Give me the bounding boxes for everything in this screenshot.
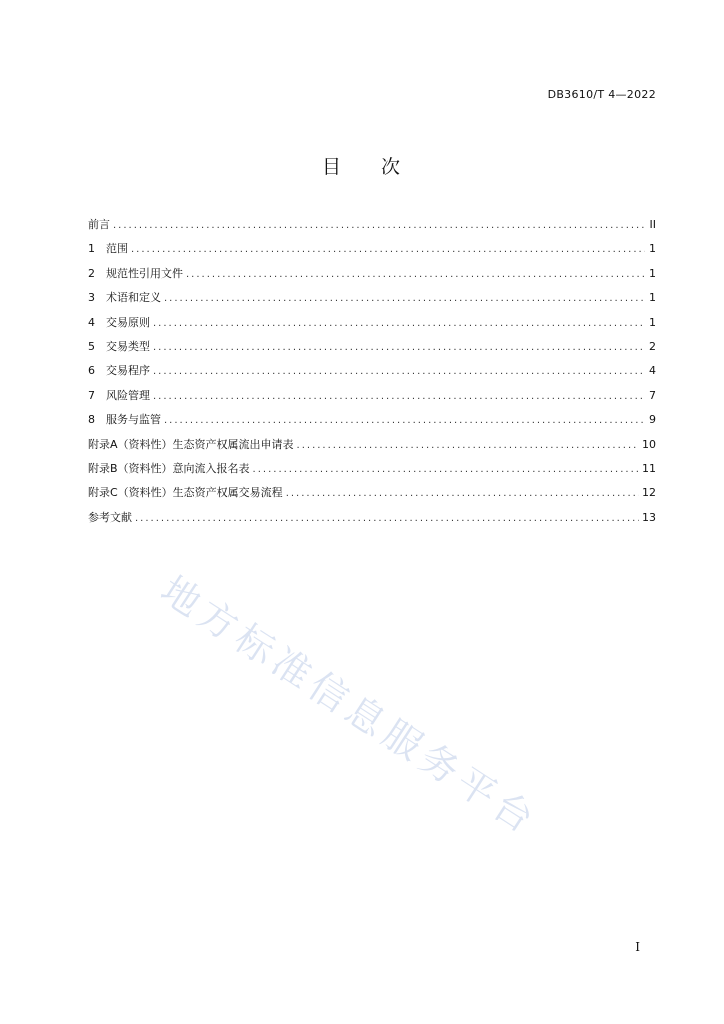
toc-entry-number: 7 [88, 388, 95, 402]
toc-entry-label: 风险管理 [106, 388, 150, 402]
toc-entry-label: 参考文献 [88, 510, 132, 524]
toc-entry-label: 术语和定义 [106, 291, 161, 305]
toc-entry-number: 5 [88, 339, 95, 353]
watermark: 地方标准信息服务平台 [153, 567, 547, 845]
toc-leader-dots [164, 415, 645, 426]
toc-entry-appendix-b[interactable] [88, 460, 656, 484]
toc-leader-dots [153, 318, 645, 329]
toc-entry-risk-management[interactable] [88, 387, 656, 411]
toc-entry-page: 13 [642, 510, 656, 524]
toc-leader-dots [297, 440, 639, 451]
toc-entry-label: 交易类型 [106, 339, 150, 353]
toc-entry-page: 1 [649, 266, 656, 280]
toc-entry-page: 7 [649, 388, 656, 402]
toc-entry-scope[interactable] [88, 240, 656, 264]
toc-entry-terms-definitions[interactable] [88, 289, 656, 313]
toc-entry-number: 3 [88, 291, 95, 305]
toc-entry-trading-types[interactable] [88, 338, 656, 362]
toc-leader-dots [286, 488, 639, 499]
table-of-contents [88, 216, 656, 533]
page-number: I [635, 940, 640, 954]
toc-entry-number: 6 [88, 364, 95, 378]
toc-title [0, 152, 724, 179]
toc-entry-number: 8 [88, 413, 95, 427]
toc-entry-number: 4 [88, 315, 95, 329]
toc-entry-normative-references[interactable] [88, 265, 656, 289]
toc-entry-trading-procedure[interactable] [88, 362, 656, 386]
toc-entry-page: 10 [642, 437, 656, 451]
toc-entry-label: 前言 [88, 218, 110, 231]
toc-entry-page: 11 [642, 461, 656, 475]
toc-leader-dots [135, 513, 639, 524]
toc-entry-page: 12 [642, 486, 656, 500]
toc-title-part2: 次 [381, 156, 403, 178]
toc-leader-dots [153, 342, 645, 353]
toc-entry-label: 服务与监管 [106, 413, 161, 427]
toc-entry-label: 附录C（资料性）生态资产权属交易流程 [88, 486, 283, 500]
toc-entry-appendix-c[interactable] [88, 484, 656, 508]
toc-entry-label: 交易原则 [106, 315, 150, 329]
toc-leader-dots [164, 293, 645, 304]
toc-entry-number: 2 [88, 266, 95, 280]
toc-entry-page: 1 [649, 315, 656, 329]
toc-leader-dots [253, 464, 639, 475]
toc-entry-page: 1 [649, 242, 656, 256]
toc-entry-page: 2 [649, 339, 656, 353]
toc-entry-page: II [649, 218, 656, 231]
toc-entry-label: 范围 [106, 242, 128, 256]
toc-entry-page: 4 [649, 364, 656, 378]
toc-entry-trading-principles[interactable] [88, 314, 656, 338]
toc-leader-dots [186, 269, 645, 280]
toc-leader-dots [153, 366, 645, 377]
toc-entry-service-supervision[interactable] [88, 411, 656, 435]
toc-entry-label: 附录B（资料性）意向流入报名表 [88, 461, 250, 475]
toc-entry-label: 附录A（资料性）生态资产权属流出申请表 [88, 437, 294, 451]
toc-entry-foreword[interactable] [88, 216, 656, 240]
toc-leader-dots [131, 244, 645, 255]
toc-leader-dots [153, 391, 645, 402]
toc-entry-label: 交易程序 [106, 364, 150, 378]
toc-entry-number: 1 [88, 242, 95, 256]
toc-leader-dots [113, 220, 645, 231]
toc-entry-page: 9 [649, 413, 656, 427]
toc-title-part1: 目 [321, 156, 343, 178]
toc-entry-label: 规范性引用文件 [106, 266, 183, 280]
toc-entry-page: 1 [649, 291, 656, 305]
toc-entry-appendix-a[interactable] [88, 436, 656, 460]
document-code: DB3610/T 4—2022 [547, 88, 656, 101]
toc-entry-bibliography[interactable] [88, 509, 656, 533]
